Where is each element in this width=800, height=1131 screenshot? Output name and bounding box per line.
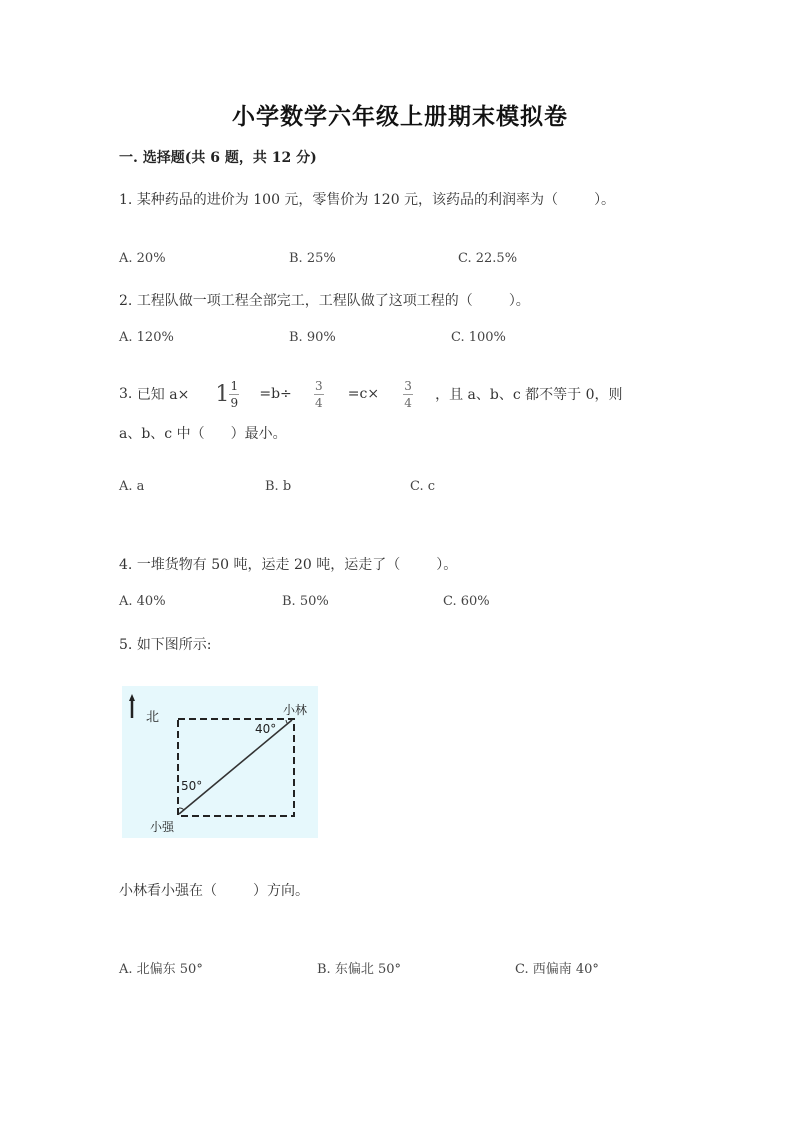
question-text: a、b、c 中（ [119, 426, 205, 442]
question-text-end: ）。 [508, 293, 530, 309]
question-text: ，且 a、b、c 都不等于 0，则 [435, 387, 623, 403]
question-number: 4. [119, 557, 133, 573]
option-b: B. 25% [289, 251, 336, 266]
question-number: 5. [119, 637, 133, 653]
mixed-number-fraction: $\frac{1}{9}$ [230, 378, 239, 410]
fraction-3-4: $\frac{3}{4}$ [314, 378, 323, 410]
question-text-end: ）最小。 [230, 426, 287, 442]
option-c: C. 22.5% [458, 251, 518, 266]
question-1 [119, 189, 615, 209]
question-number: 2. [119, 293, 133, 309]
question-text: =b÷ [259, 386, 292, 402]
option-b: B. b [265, 479, 292, 494]
question-text: =c× [347, 386, 380, 402]
option-a: A. 20% [119, 251, 166, 266]
angle-50-label: 50° [181, 779, 203, 793]
section-heading: 一. 选择题(共 6 题，共 12 分) [119, 150, 317, 166]
page-title: 小学数学六年级上册期末模拟卷 [232, 103, 568, 130]
question-text: 如下图所示: [136, 637, 212, 653]
north-label: 北 [146, 710, 160, 725]
question-text: 工程队做一项工程全部完工，工程队做了这项工程的（ [136, 293, 473, 309]
option-a: A. a [119, 479, 145, 494]
option-c: C. 西偏南 40° [515, 962, 599, 977]
question-text-end: ）。 [436, 557, 458, 573]
direction-diagram [122, 686, 318, 838]
angle-40-label: 40° [255, 722, 277, 736]
option-c: C. c [410, 479, 436, 494]
option-b: B. 50% [282, 594, 329, 609]
question-3 [119, 376, 623, 412]
option-a: A. 120% [119, 330, 174, 345]
question-number: 3. [119, 386, 133, 402]
option-a: A. 北偏东 50° [119, 962, 203, 977]
question-text: 已知 a× [136, 387, 190, 403]
question-4 [119, 554, 457, 574]
question-text: 一堆货物有 50 吨，运走 20 吨，运走了（ [136, 557, 401, 573]
question-5-followup [119, 880, 309, 900]
option-b: B. 90% [289, 330, 336, 345]
option-c: C. 60% [443, 594, 490, 609]
xiaolin-label: 小林 [283, 703, 308, 717]
option-c: C. 100% [451, 330, 506, 345]
question-text-end: ）方向。 [253, 883, 309, 899]
question-number: 1. [119, 192, 133, 208]
fraction-3-4: $\frac{3}{4}$ [404, 378, 412, 410]
question-2 [119, 290, 530, 310]
option-a: A. 40% [119, 594, 166, 609]
option-b: B. 东偏北 50° [317, 962, 401, 977]
mixed-number-whole: 1 [215, 381, 230, 407]
question-text-end: ）。 [594, 192, 616, 208]
question-text: 某种药品的进价为 100 元，零售价为 120 元，该药品的利润率为（ [136, 192, 559, 208]
question-3-line2 [119, 423, 287, 443]
xiaoqiang-label: 小强 [150, 820, 175, 834]
question-text: 小林看小强在（ [119, 883, 217, 899]
question-5 [119, 634, 212, 654]
